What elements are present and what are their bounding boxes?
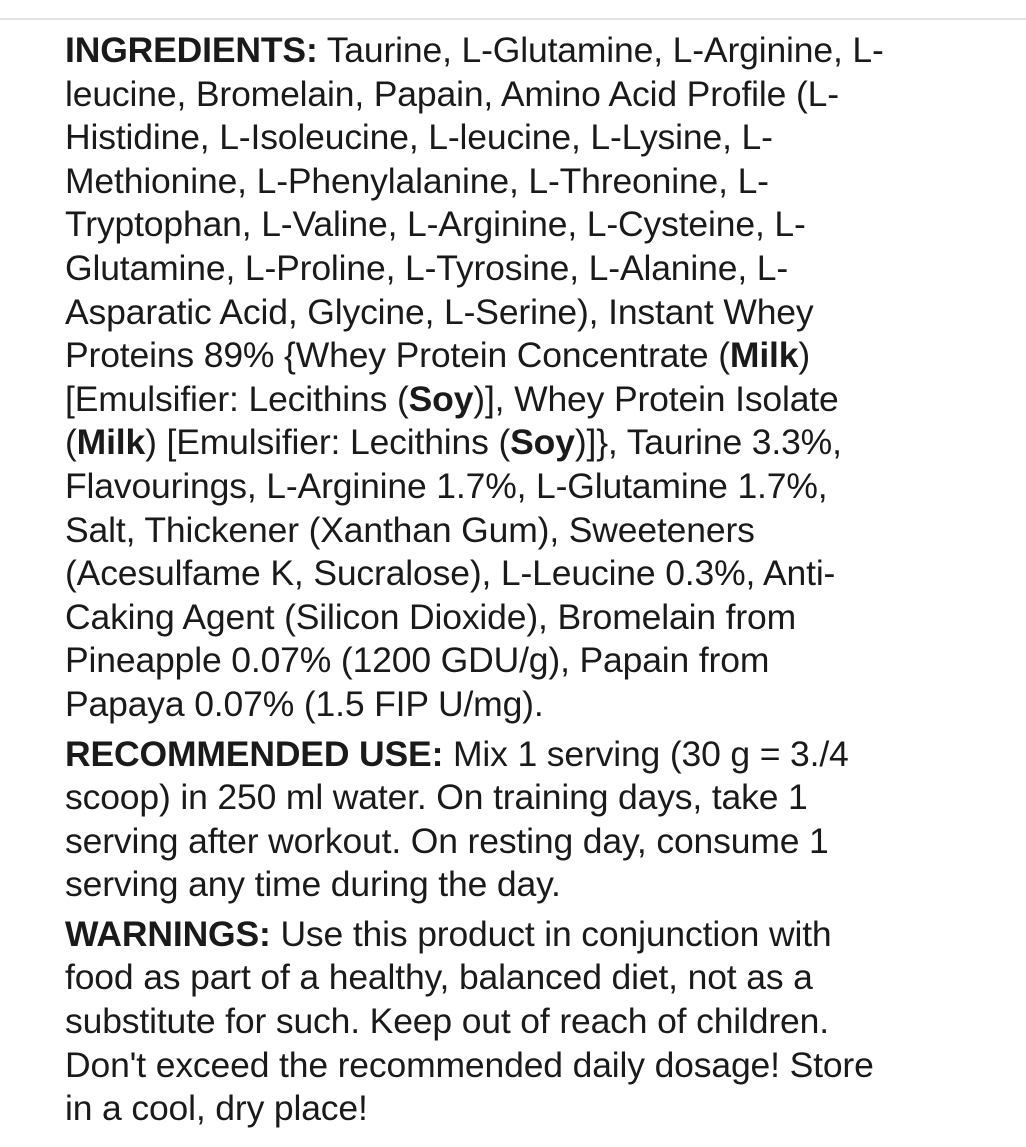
label-text: Histidine, L-Isoleucine, L-leucine, L-Lysine, L-	[65, 117, 773, 158]
ingredients-line	[65, 465, 995, 509]
label-text: )]}, Taurine 3.3%,	[574, 422, 842, 463]
label-text: [Emulsifier: Lecithins (	[65, 378, 409, 419]
allergen-text: Milk	[76, 422, 146, 463]
label-text: )	[798, 335, 811, 376]
label-text: scoop) in 250 ml water. On training days, take 1	[65, 777, 808, 818]
warnings-section	[65, 913, 995, 1131]
label-text: substitute for such. Keep out of reach of children.	[65, 1001, 829, 1042]
warnings-heading: WARNINGS:	[65, 913, 271, 954]
label-text: Mix 1 serving (30 g = 3./4	[443, 733, 849, 774]
label-text: in a cool, dry place!	[65, 1088, 368, 1129]
ingredients-line	[65, 291, 995, 335]
warnings-line	[65, 913, 995, 957]
ingredients-heading: INGREDIENTS:	[65, 30, 318, 70]
ingredients-line	[65, 203, 995, 247]
label-text: leucine, Bromelain, Papain, Amino Acid Profile (L-	[65, 73, 839, 114]
label-text: Don't exceed the recommended daily dosage! Store	[65, 1044, 874, 1085]
label-text: Tryptophan, L-Valine, L-Arginine, L-Cysteine, L-	[65, 204, 806, 245]
recommended-use-section	[65, 733, 995, 907]
label-text: Caking Agent (Silicon Dioxide), Bromelain from	[65, 596, 797, 637]
ingredients-line	[65, 378, 995, 422]
ingredients-section	[65, 29, 995, 727]
ingredients-line	[65, 116, 995, 160]
label-text: Glutamine, L-Proline, L-Tyrosine, L-Alanine, L-	[65, 247, 789, 288]
label-text: Proteins 89% {Whey Protein Concentrate (	[65, 335, 730, 376]
recommended-use-heading: RECOMMENDED USE:	[65, 733, 444, 774]
label-text: Use this product in conjunction with	[270, 913, 832, 954]
allergen-text: Milk	[729, 335, 799, 376]
ingredients-line	[65, 421, 995, 465]
product-label-text	[65, 29, 995, 1137]
label-text: Flavourings, L-Arginine 1.7%, L-Glutamine 1.7%,	[65, 465, 828, 506]
warnings-line	[65, 1087, 995, 1131]
label-text: )], Whey Protein Isolate	[473, 378, 839, 419]
ingredients-line	[65, 683, 995, 727]
ingredients-line	[65, 552, 995, 596]
warnings-line	[65, 1044, 995, 1088]
label-text: Taurine, L-Glutamine, L-Arginine, L-	[317, 30, 884, 70]
ingredients-line	[65, 334, 995, 378]
recommended-use-line	[65, 733, 995, 777]
ingredients-line	[65, 247, 995, 291]
label-text: Salt, Thickener (Xanthan Gum), Sweeteners	[65, 509, 755, 550]
allergen-text: Soy	[510, 422, 575, 463]
label-text: Pineapple 0.07% (1200 GDU/g), Papain from	[65, 640, 770, 681]
top-divider	[0, 18, 1026, 20]
warnings-line	[65, 1000, 995, 1044]
ingredients-line	[65, 639, 995, 683]
label-text: Papaya 0.07% (1.5 FIP U/mg).	[65, 683, 544, 724]
label-text: ) [Emulsifier: Lecithins (	[145, 422, 511, 463]
ingredients-line	[65, 160, 995, 204]
label-text: serving any time during the day.	[65, 864, 561, 905]
ingredients-line	[65, 29, 995, 73]
label-text: serving after workout. On resting day, consume 1	[65, 820, 829, 861]
recommended-use-line	[65, 863, 995, 907]
label-text: (	[65, 422, 77, 463]
label-text: Asparatic Acid, Glycine, L-Serine), Instant Whey	[65, 291, 814, 332]
label-text: food as part of a healthy, balanced diet, not as a	[65, 957, 813, 998]
ingredients-line	[65, 73, 995, 117]
label-text: Methionine, L-Phenylalanine, L-Threonine, L-	[65, 160, 769, 201]
recommended-use-line	[65, 820, 995, 864]
ingredients-line	[65, 596, 995, 640]
recommended-use-line	[65, 776, 995, 820]
label-text: (Acesulfame K, Sucralose), L-Leucine 0.3%, Anti-	[65, 553, 836, 594]
ingredients-line	[65, 509, 995, 553]
warnings-line	[65, 956, 995, 1000]
allergen-text: Soy	[408, 378, 474, 419]
